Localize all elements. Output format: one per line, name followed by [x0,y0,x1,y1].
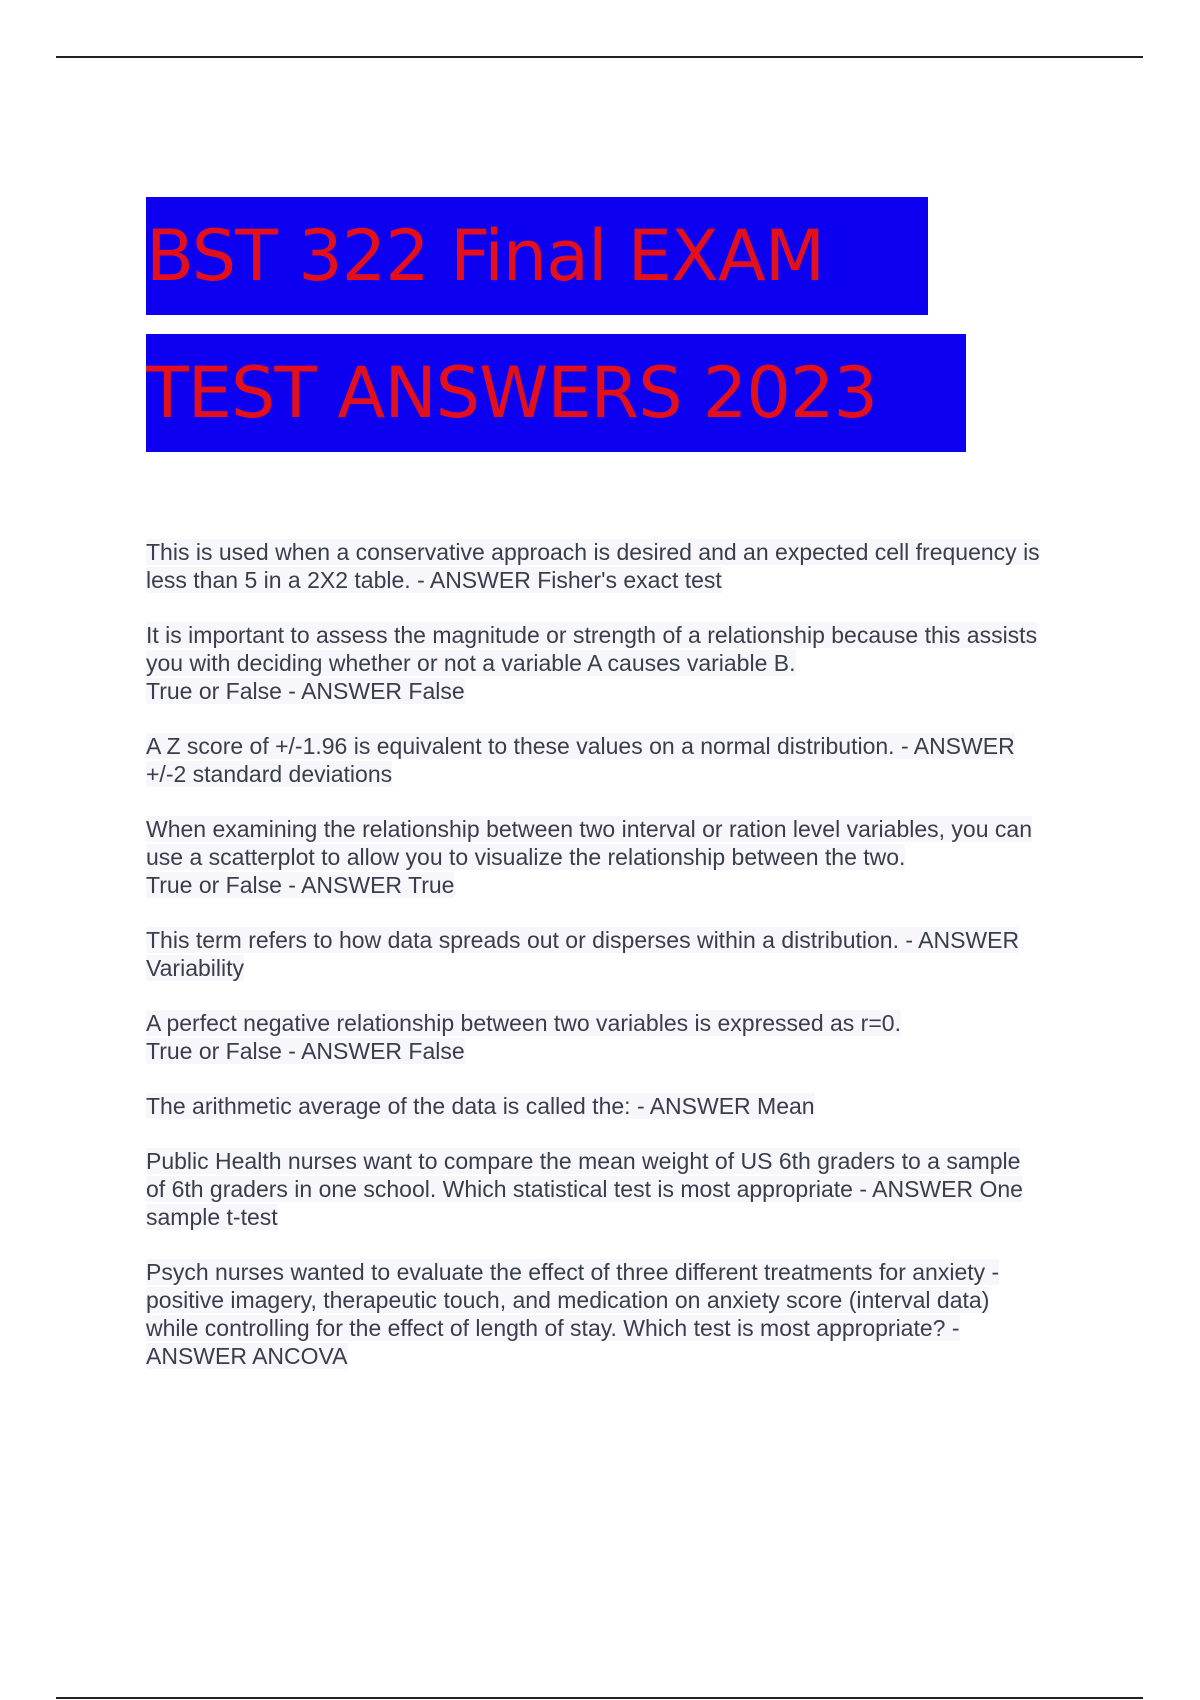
qa-line-text: Variability [146,955,244,981]
qa-line [146,760,1091,788]
qa-line [146,1147,1091,1175]
qa-line-text: A Z score of +/-1.96 is equivalent to these values on a normal distribution. - ANSWER [146,733,1015,759]
top-rule [56,56,1143,58]
title-banner-line-2: TEST ANSWERS 2023 [146,334,966,452]
qa-line [146,1037,1091,1065]
qa-line-text: less than 5 in a 2X2 table. - ANSWER Fisher's exact test [146,567,722,593]
qa-line [146,1286,1091,1314]
qa-line-text: True or False - ANSWER False [146,1038,465,1064]
qa-line [146,843,1091,871]
qa-line [146,1175,1091,1203]
qa-line [146,926,1091,954]
qa-line-text: This term refers to how data spreads out or disperses within a distribution. - ANSWER [146,927,1020,953]
qa-item [146,1009,1091,1065]
bottom-rule [56,1697,1143,1699]
qa-line-text: Psych nurses wanted to evaluate the effect of three different treatments for anxiety - [146,1259,1000,1285]
qa-line [146,538,1091,566]
qa-item [146,1092,1091,1120]
qa-line-text: True or False - ANSWER True [146,872,455,898]
qa-item [146,1258,1091,1370]
title-banner-line-1: BST 322 Final EXAM [146,197,928,315]
qa-item [146,815,1091,899]
qa-line [146,732,1091,760]
qa-line [146,1342,1091,1370]
qa-item [146,732,1091,788]
qa-item [146,538,1091,594]
qa-line [146,621,1091,649]
qa-item [146,926,1091,982]
qa-line-text: +/-2 standard deviations [146,761,393,787]
qa-line-text: A perfect negative relationship between two variables is expressed as r=0. [146,1010,901,1036]
qa-line [146,566,1091,594]
qa-line-text: sample t-test [146,1204,278,1230]
qa-line-text: positive imagery, therapeutic touch, and medication on anxiety score (interval data) [146,1287,990,1313]
qa-line [146,1203,1091,1231]
qa-item [146,1147,1091,1231]
qa-line-text: while controlling for the effect of length of stay. Which test is most appropriate? - [146,1315,960,1341]
qa-line-text: use a scatterplot to allow you to visualize the relationship between the two. [146,844,906,870]
qa-line-text: of 6th graders in one school. Which statistical test is most appropriate - ANSWER One [146,1176,1023,1202]
qa-line [146,1258,1091,1286]
qa-line-text: ANSWER ANCOVA [146,1343,348,1369]
qa-line-text: The arithmetic average of the data is called the: - ANSWER Mean [146,1093,815,1119]
qa-line [146,677,1091,705]
qa-line [146,1314,1091,1342]
qa-line [146,954,1091,982]
question-answer-list [146,538,1091,1397]
qa-line [146,815,1091,843]
qa-line [146,1009,1091,1037]
qa-line-text: True or False - ANSWER False [146,678,465,704]
qa-line [146,649,1091,677]
qa-item [146,621,1091,705]
qa-line-text: Public Health nurses want to compare the mean weight of US 6th graders to a sample [146,1148,1021,1174]
qa-line-text: This is used when a conservative approach is desired and an expected cell frequency is [146,539,1040,565]
qa-line-text: It is important to assess the magnitude or strength of a relationship because this assists [146,622,1038,648]
qa-line-text: When examining the relationship between two interval or ration level variables, you can [146,816,1032,842]
qa-line-text: you with deciding whether or not a variable A causes variable B. [146,650,796,676]
qa-line [146,1092,1091,1120]
qa-line [146,871,1091,899]
